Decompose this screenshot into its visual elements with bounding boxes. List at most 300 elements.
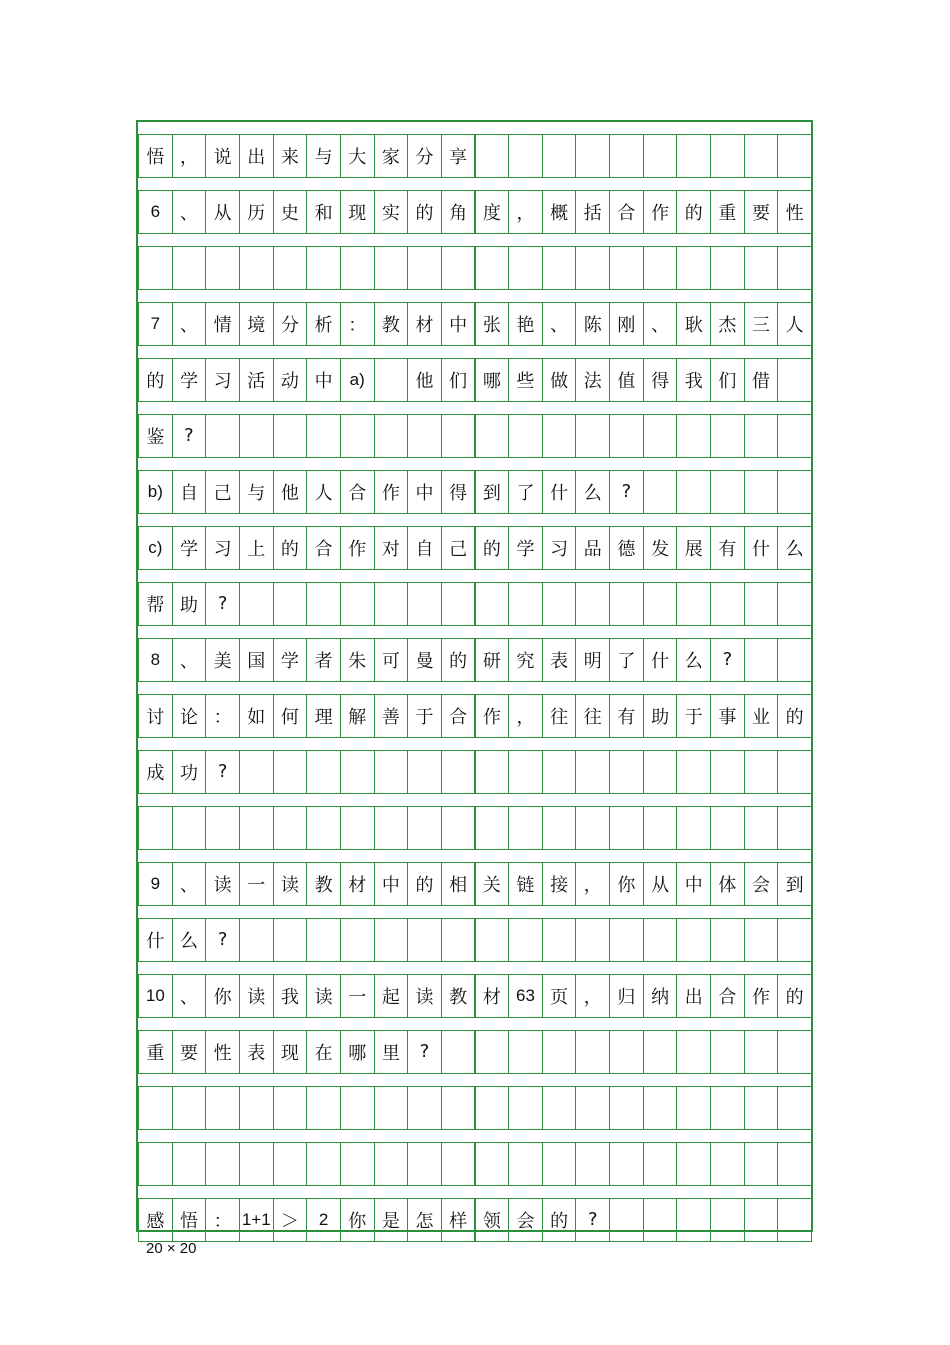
grid-cell: 善 [374, 694, 409, 738]
grid-cell [777, 1142, 812, 1186]
grid-cell [744, 246, 779, 290]
grid-cell [475, 1086, 510, 1130]
grid-cell: 如 [239, 694, 274, 738]
grid-cell [407, 750, 442, 794]
grid-cell: 的 [273, 526, 308, 570]
grid-cell [273, 750, 308, 794]
grid-cell: 的 [138, 358, 173, 402]
grid-cell: ， [575, 974, 610, 1018]
grid-cell [508, 246, 543, 290]
grid-cell: 可 [374, 638, 409, 682]
grid-cell: 教 [306, 862, 341, 906]
grid-cell: 三 [744, 302, 779, 346]
grid-cell: 感 [138, 1198, 173, 1242]
grid-cell [475, 414, 510, 458]
grid-cell [407, 582, 442, 626]
grid-cell: ， [172, 134, 207, 178]
grid-cell [374, 358, 409, 402]
grid-cell [239, 1086, 274, 1130]
grid-cell: 什 [542, 470, 577, 514]
grid-cell [575, 414, 610, 458]
grid-cell [205, 806, 240, 850]
grid-cell [676, 134, 711, 178]
grid-cell: 析 [306, 302, 341, 346]
grid-cell [340, 750, 375, 794]
grid-cell [441, 414, 476, 458]
grid-cell [508, 134, 543, 178]
grid-cell: 中 [306, 358, 341, 402]
grid-cell: 读 [407, 974, 442, 1018]
grid-cell [676, 246, 711, 290]
grid-cell [508, 918, 543, 962]
grid-cell: 悟 [138, 134, 173, 178]
grid-row [138, 358, 811, 402]
grid-cell: 人 [306, 470, 341, 514]
grid-cell [374, 1142, 409, 1186]
grid-cell: 事 [710, 694, 745, 738]
grid-cell [172, 1142, 207, 1186]
grid-cell [239, 414, 274, 458]
grid-cell: 理 [306, 694, 341, 738]
grid-cell: 历 [239, 190, 274, 234]
grid-cell [273, 806, 308, 850]
grid-cell: ＞ [273, 1198, 308, 1242]
grid-cell [340, 1086, 375, 1130]
grid-cell: 作 [374, 470, 409, 514]
grid-cell [744, 134, 779, 178]
grid-cell: 、 [172, 302, 207, 346]
grid-cell [744, 1086, 779, 1130]
grid-cell: 、 [172, 974, 207, 1018]
grid-cell: 借 [744, 358, 779, 402]
grid-cell [374, 414, 409, 458]
grid-cell: 接 [542, 862, 577, 906]
grid-row [138, 638, 811, 682]
grid-cell [744, 1142, 779, 1186]
grid-cell [340, 918, 375, 962]
grid-cell [273, 582, 308, 626]
grid-cell: ， [508, 190, 543, 234]
grid-cell: 什 [643, 638, 678, 682]
grid-cell: 刚 [609, 302, 644, 346]
grid-cell: 他 [273, 470, 308, 514]
grid-cell: 人 [777, 302, 812, 346]
grid-cell [542, 806, 577, 850]
grid-cell: 得 [441, 470, 476, 514]
grid-cell: 成 [138, 750, 173, 794]
grid-row [138, 918, 811, 962]
grid-cell: 上 [239, 526, 274, 570]
grid-cell [340, 582, 375, 626]
grid-cell [239, 582, 274, 626]
grid-row [138, 134, 811, 178]
grid-cell [306, 414, 341, 458]
grid-cell [138, 246, 173, 290]
grid-cell [643, 750, 678, 794]
grid-cell [407, 918, 442, 962]
grid-cell [676, 470, 711, 514]
grid-cell: 们 [710, 358, 745, 402]
grid-cell: 体 [710, 862, 745, 906]
grid-row [138, 1142, 811, 1186]
grid-cell [306, 246, 341, 290]
grid-cell: 7 [138, 302, 173, 346]
grid-cell [710, 1142, 745, 1186]
grid-row [138, 582, 811, 626]
grid-cell [744, 582, 779, 626]
grid-cell: 关 [475, 862, 510, 906]
grid-cell [407, 1086, 442, 1130]
grid-cell [710, 806, 745, 850]
grid-cell: 学 [172, 358, 207, 402]
grid-cell [676, 1030, 711, 1074]
grid-cell [676, 414, 711, 458]
grid-cell: 性 [777, 190, 812, 234]
grid-cell: 论 [172, 694, 207, 738]
grid-cell: 角 [441, 190, 476, 234]
grid-cell: 1+1 [239, 1198, 274, 1242]
grid-cell: 分 [407, 134, 442, 178]
grid-cell [306, 1086, 341, 1130]
grid-cell: 63 [508, 974, 543, 1018]
grid-cell: 于 [407, 694, 442, 738]
grid-cell: 我 [676, 358, 711, 402]
grid-cell [676, 1198, 711, 1242]
grid-cell [475, 1142, 510, 1186]
grid-cell: 什 [138, 918, 173, 962]
grid-cell [441, 1030, 476, 1074]
grid-cell: 的 [676, 190, 711, 234]
grid-cell [676, 582, 711, 626]
grid-cell [138, 806, 173, 850]
grid-cell [306, 582, 341, 626]
grid-cell: 业 [744, 694, 779, 738]
grid-row [138, 694, 811, 738]
grid-cell [340, 246, 375, 290]
grid-cell: ： [340, 302, 375, 346]
grid-cell: 值 [609, 358, 644, 402]
grid-cell: 么 [676, 638, 711, 682]
grid-cell [441, 806, 476, 850]
grid-cell [340, 1142, 375, 1186]
grid-cell: 相 [441, 862, 476, 906]
grid-cell [575, 750, 610, 794]
grid-cell [239, 1142, 274, 1186]
grid-cell [273, 1086, 308, 1130]
grid-cell: 合 [710, 974, 745, 1018]
grid-cell [306, 918, 341, 962]
grid-cell: 习 [205, 526, 240, 570]
grid-cell: 了 [609, 638, 644, 682]
grid-cell: 明 [575, 638, 610, 682]
grid-cell [777, 750, 812, 794]
grid-row [138, 1198, 811, 1242]
grid-cell: 家 [374, 134, 409, 178]
grid-cell: 有 [710, 526, 745, 570]
grid-cell: 起 [374, 974, 409, 1018]
grid-cell: 重 [138, 1030, 173, 1074]
grid-cell [710, 1030, 745, 1074]
grid-cell [609, 414, 644, 458]
grid-cell [239, 806, 274, 850]
grid-cell: 的 [407, 190, 442, 234]
grid-cell: 展 [676, 526, 711, 570]
grid-cell [710, 750, 745, 794]
grid-cell [205, 246, 240, 290]
grid-cell: 材 [475, 974, 510, 1018]
grid-cell: 么 [172, 918, 207, 962]
grid-cell [609, 750, 644, 794]
grid-cell: 与 [306, 134, 341, 178]
grid-cell: 现 [273, 1030, 308, 1074]
grid-cell [340, 414, 375, 458]
grid-cell [609, 246, 644, 290]
grid-cell [744, 470, 779, 514]
grid-cell [777, 582, 812, 626]
grid-cell: 合 [306, 526, 341, 570]
grid-cell [407, 806, 442, 850]
grid-cell: 史 [273, 190, 308, 234]
grid-cell: 会 [508, 1198, 543, 1242]
grid-cell: ? [710, 638, 745, 682]
grid-cell: 己 [205, 470, 240, 514]
grid-cell: ， [508, 694, 543, 738]
grid-cell: c) [138, 526, 173, 570]
grid-cell [744, 806, 779, 850]
grid-cell: 情 [205, 302, 240, 346]
grid-cell: 有 [609, 694, 644, 738]
grid-cell: 括 [575, 190, 610, 234]
grid-cell [508, 582, 543, 626]
grid-cell [643, 414, 678, 458]
grid-cell: 重 [710, 190, 745, 234]
grid-cell: 中 [407, 470, 442, 514]
grid-cell [306, 1142, 341, 1186]
grid-cell: 、 [542, 302, 577, 346]
grid-row [138, 1086, 811, 1130]
grid-cell: 从 [643, 862, 678, 906]
grid-cell: 作 [340, 526, 375, 570]
grid-cell [508, 1030, 543, 1074]
grid-cell [575, 1030, 610, 1074]
grid-cell [475, 582, 510, 626]
grid-cell: 表 [542, 638, 577, 682]
grid-cell [273, 246, 308, 290]
grid-cell [643, 1198, 678, 1242]
grid-cell: 教 [441, 974, 476, 1018]
grid-cell: 哪 [340, 1030, 375, 1074]
grid-cell [609, 134, 644, 178]
grid-cell: 作 [643, 190, 678, 234]
grid-cell [643, 134, 678, 178]
grid-cell [172, 246, 207, 290]
grid-cell: 从 [205, 190, 240, 234]
grid-cell: 到 [777, 862, 812, 906]
grid-cell [575, 582, 610, 626]
grid-cell: 来 [273, 134, 308, 178]
grid-cell: ： [205, 1198, 240, 1242]
grid-cell: 者 [306, 638, 341, 682]
grid-cell [542, 134, 577, 178]
grid-cell [676, 750, 711, 794]
grid-cell [441, 1086, 476, 1130]
grid-cell [744, 638, 779, 682]
grid-cell [542, 750, 577, 794]
grid-cell: 表 [239, 1030, 274, 1074]
grid-cell: ? [172, 414, 207, 458]
grid-cell: 读 [273, 862, 308, 906]
grid-cell: 度 [475, 190, 510, 234]
grid-cell: 2 [306, 1198, 341, 1242]
grid-cell: 享 [441, 134, 476, 178]
grid-cell [676, 806, 711, 850]
grid-cell: 、 [172, 862, 207, 906]
grid-cell [508, 414, 543, 458]
grid-cell: ， [575, 862, 610, 906]
grid-cell: 杰 [710, 302, 745, 346]
grid-cell: 陈 [575, 302, 610, 346]
grid-cell [643, 1142, 678, 1186]
grid-cell [676, 1086, 711, 1130]
grid-cell [407, 1142, 442, 1186]
grid-cell: 读 [205, 862, 240, 906]
grid-cell [777, 1198, 812, 1242]
grid-cell [441, 246, 476, 290]
grid-cell: 往 [542, 694, 577, 738]
grid-cell [441, 918, 476, 962]
grid-cell: 么 [777, 526, 812, 570]
grid-cell [643, 470, 678, 514]
grid-cell: 习 [542, 526, 577, 570]
grid-cell: 10 [138, 974, 173, 1018]
grid-cell [777, 358, 812, 402]
grid-cell [777, 470, 812, 514]
grid-cell: 读 [239, 974, 274, 1018]
grid-cell [542, 1030, 577, 1074]
grid-cell: 要 [744, 190, 779, 234]
grid-cell [777, 246, 812, 290]
grid-cell [710, 918, 745, 962]
grid-cell [609, 1198, 644, 1242]
grid-cell: 一 [239, 862, 274, 906]
grid-cell: 概 [542, 190, 577, 234]
grid-cell [475, 246, 510, 290]
grid-cell: 材 [407, 302, 442, 346]
grid-cell: 悟 [172, 1198, 207, 1242]
grid-cell [172, 806, 207, 850]
grid-cell: 、 [172, 638, 207, 682]
grid-cell [609, 1086, 644, 1130]
grid-cell [508, 806, 543, 850]
grid-cell [609, 806, 644, 850]
grid-cell: ? [205, 582, 240, 626]
grid-cell [643, 1030, 678, 1074]
grid-cell: 德 [609, 526, 644, 570]
grid-cell: 的 [542, 1198, 577, 1242]
grid-cell: 里 [374, 1030, 409, 1074]
grid-cell: 材 [340, 862, 375, 906]
grid-cell: 链 [508, 862, 543, 906]
grid-cell [475, 806, 510, 850]
grid-cell: 领 [475, 1198, 510, 1242]
grid-cell: 学 [172, 526, 207, 570]
grid-cell: 中 [676, 862, 711, 906]
grid-cell [777, 414, 812, 458]
grid-cell: 一 [340, 974, 375, 1018]
grid-cell [575, 1086, 610, 1130]
grid-cell [407, 414, 442, 458]
grid-cell [374, 246, 409, 290]
grid-cell: 9 [138, 862, 173, 906]
grid-cell: 张 [475, 302, 510, 346]
grid-cell: 解 [340, 694, 375, 738]
grid-cell: 往 [575, 694, 610, 738]
grid-cell: 出 [239, 134, 274, 178]
grid-cell: 和 [306, 190, 341, 234]
grid-cell [777, 638, 812, 682]
grid-cell [508, 1142, 543, 1186]
grid-cell: 耿 [676, 302, 711, 346]
grid-cell [138, 1142, 173, 1186]
grid-cell [172, 1086, 207, 1130]
grid-cell: 品 [575, 526, 610, 570]
grid-cell [575, 134, 610, 178]
grid-cell: 怎 [407, 1198, 442, 1242]
grid-cell [441, 750, 476, 794]
grid-cell: 习 [205, 358, 240, 402]
grid-cell [374, 582, 409, 626]
grid-cell [542, 246, 577, 290]
grid-cell [374, 806, 409, 850]
grid-cell: 活 [239, 358, 274, 402]
grid-cell: 合 [340, 470, 375, 514]
grid-cell: 助 [643, 694, 678, 738]
grid-cell [609, 582, 644, 626]
grid-cell: 中 [374, 862, 409, 906]
grid-cell: 是 [374, 1198, 409, 1242]
grid-cell: 的 [407, 862, 442, 906]
grid-cell: 艳 [508, 302, 543, 346]
grid-cell: 对 [374, 526, 409, 570]
grid-row [138, 526, 811, 570]
grid-cell: 在 [306, 1030, 341, 1074]
grid-cell: ? [205, 918, 240, 962]
grid-cell [542, 582, 577, 626]
grid-cell [273, 1142, 308, 1186]
grid-cell [575, 246, 610, 290]
grid-cell: 哪 [475, 358, 510, 402]
grid-cell [643, 918, 678, 962]
grid-cell: 功 [172, 750, 207, 794]
grid-cell: 你 [609, 862, 644, 906]
grid-cell: 、 [172, 190, 207, 234]
grid-cell [273, 414, 308, 458]
grid-cell: ? [575, 1198, 610, 1242]
grid-cell: 读 [306, 974, 341, 1018]
grid-cell: 了 [508, 470, 543, 514]
grid-cell: 助 [172, 582, 207, 626]
grid-cell [609, 1030, 644, 1074]
grid-cell: 分 [273, 302, 308, 346]
grid-cell: 些 [508, 358, 543, 402]
grid-cell: 我 [273, 974, 308, 1018]
grid-cell: 曼 [407, 638, 442, 682]
grid-cell: 大 [340, 134, 375, 178]
grid-cell: 、 [643, 302, 678, 346]
grid-cell [407, 246, 442, 290]
grid-row [138, 246, 811, 290]
grid-cell [710, 1086, 745, 1130]
